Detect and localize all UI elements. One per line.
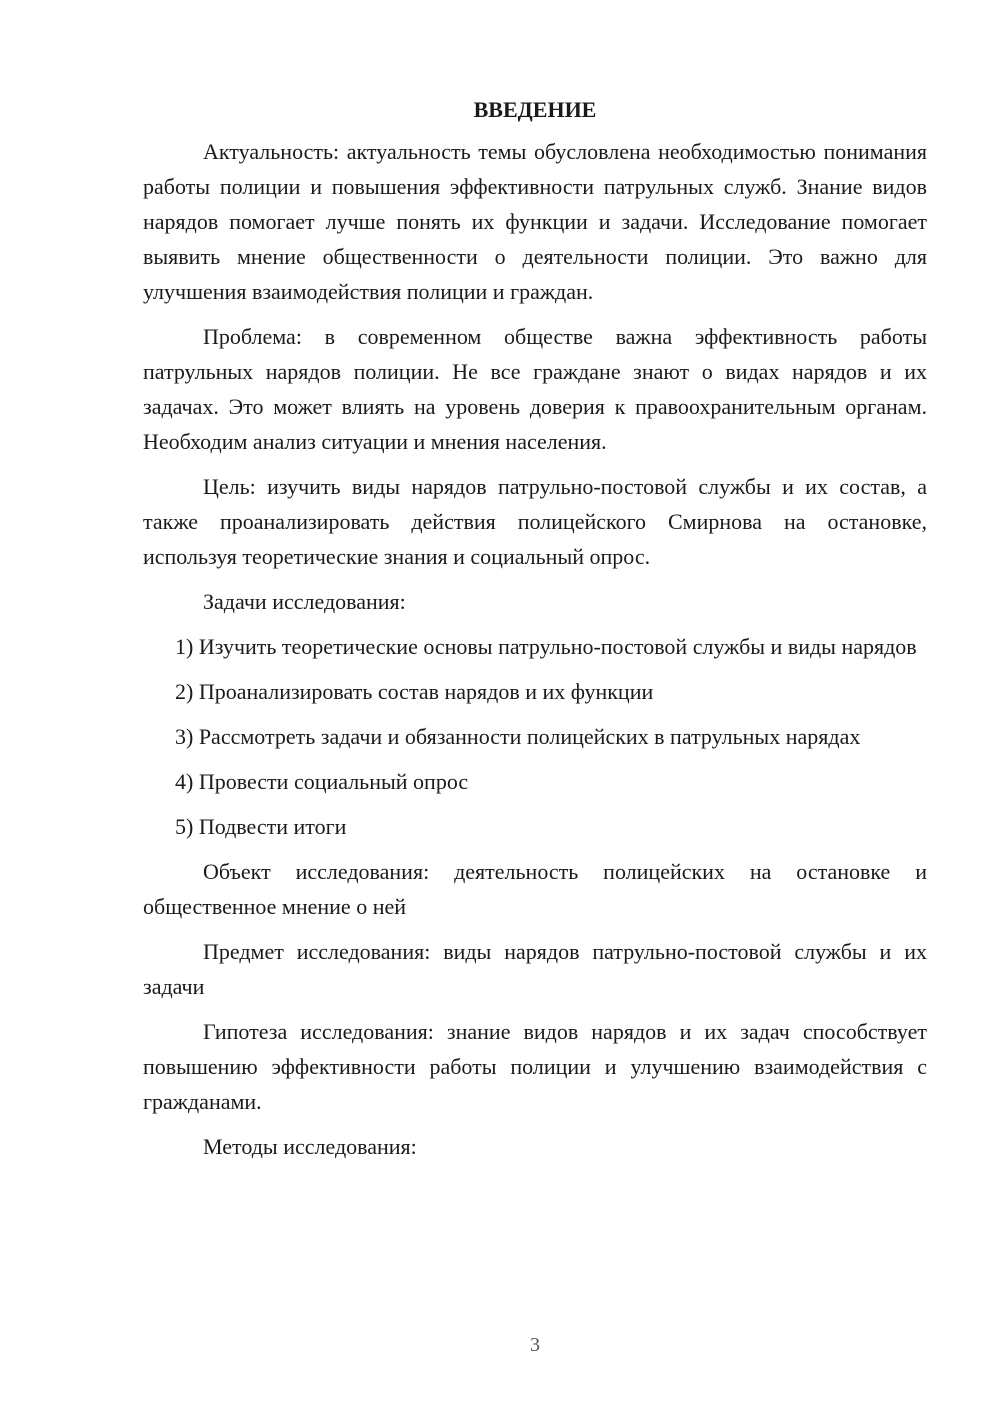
list-item-task-3: 3) Рассмотреть задачи и обязанности полицейских в патрульных нарядах bbox=[175, 724, 861, 749]
paragraph-object: Объект исследования: деятельность полицейских на остановке и общественное мнение о ней bbox=[143, 859, 927, 919]
page-content bbox=[143, 96, 927, 1174]
paragraph-tasks-heading: Задачи исследования: bbox=[203, 589, 406, 614]
paragraph-methods: Методы исследования: bbox=[203, 1134, 417, 1159]
page-number: 3 bbox=[530, 1334, 540, 1356]
paragraph-hypothesis: Гипотеза исследования: знание видов нарядов и их задач способствует повышению эффективности работы полиции и улучшению взаимодействия с гражданами. bbox=[143, 1019, 927, 1114]
page-title: ВВЕДЕНИЕ bbox=[473, 97, 597, 122]
list-item-task-4: 4) Провести социальный опрос bbox=[175, 769, 469, 794]
list-item-task-2: 2) Проанализировать состав нарядов и их функции bbox=[175, 679, 654, 704]
list-item-task-5: 5) Подвести итоги bbox=[175, 814, 347, 839]
paragraph-subject: Предмет исследования: виды нарядов патрульно-постовой службы и их задачи bbox=[143, 939, 927, 999]
paragraph-relevance: Актуальность: актуальность темы обусловлена необходимостью понимания работы полиции и повышения эффективности патрульных служб. Знание видов нарядов помогает лучше понять их функции и задачи. Исследование помогает выявить мнение общественности о деятельности полиции. Это важно для улучшения взаимодействия полиции и граждан. bbox=[143, 139, 927, 304]
paragraph-problem: Проблема: в современном обществе важна эффективность работы патрульных нарядов полиции. Не все граждане знают о видах нарядов и их задачах. Это может влиять на уровень доверия к правоохранительным органам. Необходим анализ ситуации и мнения населения. bbox=[143, 324, 927, 454]
list-item-task-1: 1) Изучить теоретические основы патрульно-постовой службы и виды нарядов bbox=[175, 634, 917, 659]
paragraph-goal: Цель: изучить виды нарядов патрульно-постовой службы и их состав, а также проанализировать действия полицейского Смирнова на остановке, используя теоретические знания и социальный опрос. bbox=[143, 474, 927, 569]
